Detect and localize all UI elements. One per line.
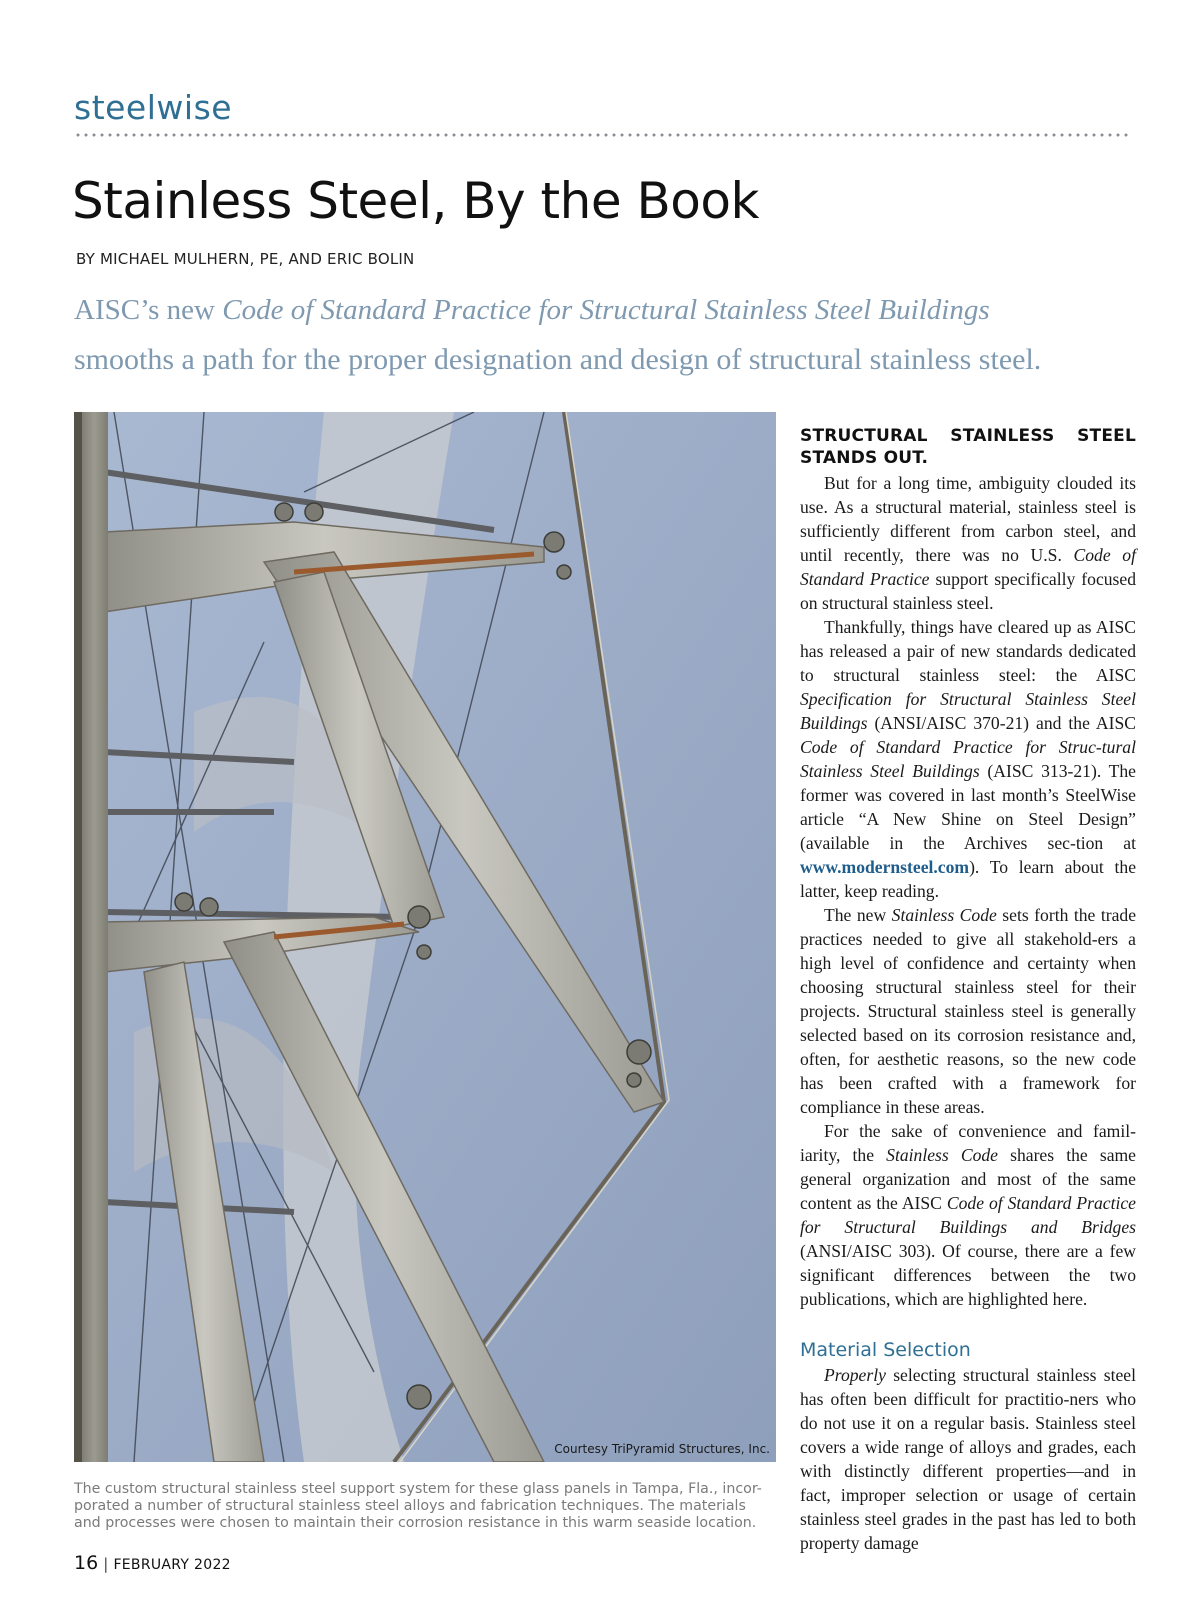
footer-separator: | [103, 1555, 109, 1573]
deck-text: AISC’s new [74, 294, 223, 326]
deck-line-2: smooths a path for the proper designation and design of structural stainless steel. [74, 343, 1042, 376]
photo-caption [74, 1481, 778, 1532]
paragraph: Properly selecting structural stainless steel has often been difficult for practitio-ners who do not use it on a regular basis. Stainless steel covers a wide range of alloys and grades, each with distinctly different properties—and in fact, improper selection or usage of certain stainless steel grades in the past has led to both property damage [800, 1365, 1136, 1553]
deck-publication-title: Code of Standard Practice for Structural Stainless Steel Buildings [222, 294, 990, 326]
caption-line: and processes were chosen to maintain their corrosion resistance in this warm seaside location. [74, 1515, 757, 1531]
paragraph: For the sake of convenience and famil-iarity, the Stainless Code shares the same general organization and most of the same content as the AISC Code of Standard Practice for Structural Buildings and Bridges (ANSI/AISC 303). Of course, there are a few significant differences between the two publications, which are highlighted here. [800, 1121, 1136, 1309]
caption-line: porated a number of structural stainless steel alloys and fabrication techniques. The materials [74, 1498, 746, 1514]
deck-line-1 [74, 285, 1144, 335]
glass-facade-illustration [74, 412, 776, 1462]
paragraph: But for a long time, ambiguity clouded its use. As a structural material, stainless steel is sufficiently different from carbon steel, and until recently, there was no U.S. Code of Standard Practice support specifically focused on structural stainless steel. [800, 473, 1137, 613]
page-number: 16 [74, 1552, 99, 1574]
photo-credit: Courtesy TriPyramid Structures, Inc. [554, 1442, 770, 1456]
issue-date: FEBRUARY 2022 [113, 1557, 231, 1573]
caption-line: The custom structural stainless steel support system for these glass panels in Tampa, Fla., incor- [74, 1481, 762, 1497]
section-heading: STRUCTURAL STAINLESS STEEL STANDS OUT. [800, 426, 1136, 468]
subheading: Material Selection [800, 1339, 971, 1361]
section-tag: steelwise [74, 88, 233, 127]
paragraph: The new Stainless Code sets forth the trade practices needed to give all stakehold-ers a high level of confidence and certainty when choosing structural stainless steel for their projects. Structural stainless steel is generally selected based on its corrosion resistance and, often, for aesthetic reasons, so the new code has been crafted with a framework for compliance in these areas. [800, 905, 1137, 1117]
page-footer [74, 1552, 231, 1574]
dotted-rule [74, 132, 1130, 138]
paragraph: Thankfully, things have cleared up as AISC has released a pair of new standards dedicated to structural stainless steel: the AISC Specification for Structural Stainless Steel Buildings (ANSI/AISC 370-21) and the AISC Code of Standard Practice for Struc-tural Stainless Steel Buildings (AISC 313-21). The former was covered in last month’s SteelWise article “A New Shine on Steel Design” (available in the Archives sec-tion at www.modernsteel.com). To learn about the latter, keep reading. [800, 617, 1136, 901]
deck [74, 285, 1144, 385]
article-photo [74, 412, 776, 1462]
article-body [800, 425, 1136, 1555]
article-title: Stainless Steel, By the Book [72, 172, 759, 230]
byline: BY MICHAEL MULHERN, PE, AND ERIC BOLIN [76, 250, 415, 268]
website-link[interactable]: www.modernsteel.com [800, 857, 970, 877]
